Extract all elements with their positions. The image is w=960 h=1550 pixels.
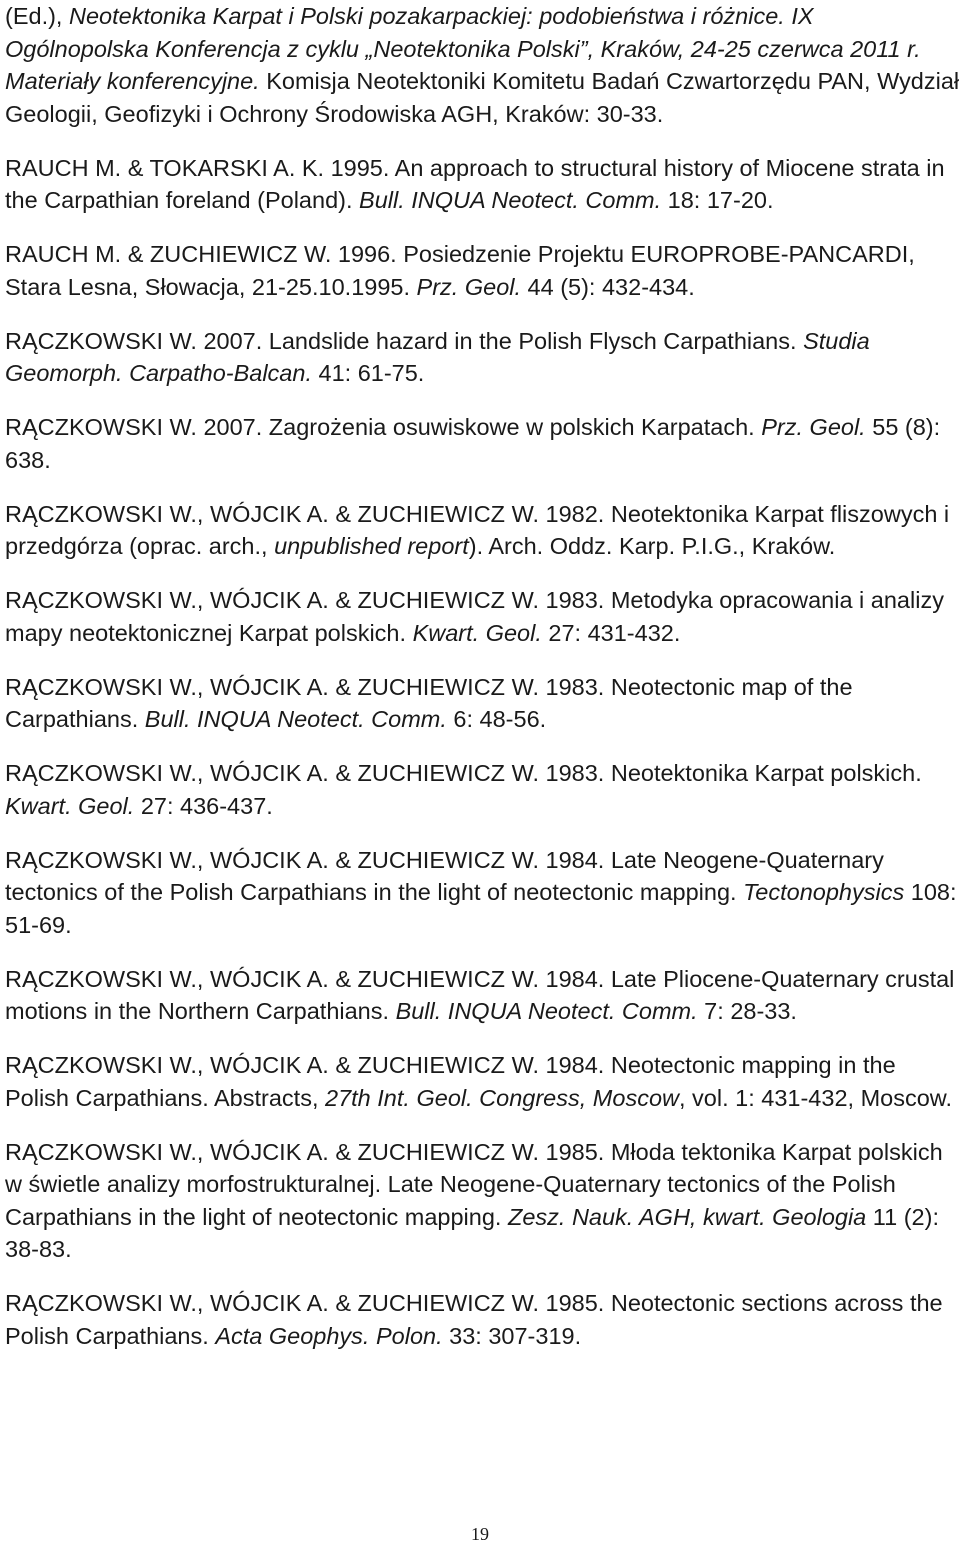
reference-source-italic: Zesz. Nauk. AGH, kwart. Geologia xyxy=(507,1203,867,1230)
reference-text: Komisja Neotektoniki Komitetu Badań Czwartorzędu PAN, Wydział Geologii, Geofizyki i Ochrony Środowiska AGH, Kraków: 30-33. xyxy=(5,68,960,127)
reference-text: RĄCZKOWSKI W., WÓJCIK A. & ZUCHIEWICZ W. 1985. Neotectonic sections across the Polish Carpathians. xyxy=(5,1290,943,1349)
reference-entry xyxy=(5,844,960,942)
reference-entry xyxy=(5,1136,960,1266)
reference-entry xyxy=(5,963,960,1028)
reference-list xyxy=(5,0,960,1374)
reference-text: RĄCZKOWSKI W., WÓJCIK A. & ZUCHIEWICZ W. 1983. Neotectonic map of the Carpathians. xyxy=(5,673,853,732)
reference-text: 41: 61-75. xyxy=(311,360,425,386)
page-number: 19 xyxy=(471,1524,489,1544)
reference-text: RĄCZKOWSKI W. 2007. Landslide hazard in the Polish Flysch Carpathians. xyxy=(5,327,804,354)
reference-source-italic: Kwart. Geol. xyxy=(412,619,542,646)
reference-text: 27: 431-432. xyxy=(541,619,681,646)
reference-entry xyxy=(5,238,960,303)
reference-text: 33: 307-319. xyxy=(442,1322,582,1349)
reference-text: 55 (8): 638. xyxy=(5,414,941,473)
reference-text: 44 (5): 432-434. xyxy=(521,273,695,300)
reference-text: 11 (2): 38-83. xyxy=(5,1203,939,1262)
reference-text: RAUCH M. & TOKARSKI A. K. 1995. An approach to structural history of Miocene strata in the Carpathian foreland (Poland). xyxy=(5,154,945,213)
reference-entry xyxy=(5,325,960,390)
reference-text: RĄCZKOWSKI W., WÓJCIK A. & ZUCHIEWICZ W. 1983. Metodyka opracowania i analizy mapy neotektonicznej Karpat polskich. xyxy=(5,587,944,646)
reference-text: RĄCZKOWSKI W., WÓJCIK A. & ZUCHIEWICZ W. 1985. Młoda tektonika Karpat polskich w świetle analizy morfostrukturalnej. Late Neogene-Quaternary tectonics of the Polish Carpathians in the light of neotectonic mapping. xyxy=(5,1138,943,1230)
reference-source-italic: Bull. INQUA Neotect. Comm. xyxy=(395,998,698,1024)
reference-text: 108: 51-69. xyxy=(5,879,957,938)
reference-entry xyxy=(5,411,960,476)
reference-entry xyxy=(5,757,960,822)
reference-source-italic: Studia Geomorph. Carpatho-Balcan. xyxy=(5,327,870,386)
reference-entry xyxy=(5,671,960,736)
reference-text: RĄCZKOWSKI W., WÓJCIK A. & ZUCHIEWICZ W. 1983. Neotektonika Karpat polskich. xyxy=(5,760,922,786)
reference-entry xyxy=(5,0,960,130)
reference-entry xyxy=(5,1287,960,1352)
reference-source-italic: Kwart. Geol. xyxy=(5,792,135,819)
reference-text: RĄCZKOWSKI W., WÓJCIK A. & ZUCHIEWICZ W. 1982. Neotektonika Karpat fliszowych i przedgórza (oprac. arch., xyxy=(5,500,950,559)
reference-source-italic: Neotektonika Karpat i Polski pozakarpackiej: podobieństwa i różnice. IX Ogólnopolska Konferencja z cyklu „Neotektonika Polski”, Kraków, 24-25 czerwca 2011 r. Materiały konferencyjne. xyxy=(5,3,921,94)
reference-text: RĄCZKOWSKI W., WÓJCIK A. & ZUCHIEWICZ W. 1984. Late Neogene-Quaternary tectonics of the Polish Carpathians in the light of neotectonic mapping. xyxy=(5,846,884,905)
reference-text: ). Arch. Oddz. Karp. P.I.G., Kraków. xyxy=(468,533,836,559)
reference-text: RĄCZKOWSKI W., WÓJCIK A. & ZUCHIEWICZ W. 1984. Late Pliocene-Quaternary crustal motions in the Northern Carpathians. xyxy=(5,965,955,1024)
reference-source-italic: Bull. INQUA Neotect. Comm. xyxy=(144,706,447,732)
reference-text: RĄCZKOWSKI W. 2007. Zagrożenia osuwiskowe w polskich Karpatach. xyxy=(5,414,762,440)
reference-source-italic: Tectonophysics xyxy=(743,879,905,905)
reference-text: RAUCH M. & ZUCHIEWICZ W. 1996. Posiedzenie Projektu EUROPROBE-PANCARDI, Stara Lesna, Słowacja, 21-25.10.1995. xyxy=(5,241,915,300)
reference-entry xyxy=(5,1049,960,1114)
reference-entry xyxy=(5,498,960,563)
reference-text: 6: 48-56. xyxy=(446,706,547,732)
reference-text: , vol. 1: 431-432, Moscow. xyxy=(678,1084,952,1111)
reference-source-italic: Prz. Geol. xyxy=(761,414,866,440)
reference-text: RĄCZKOWSKI W., WÓJCIK A. & ZUCHIEWICZ W. 1984. Neotectonic mapping in the Polish Carpathians. Abstracts, xyxy=(5,1052,896,1111)
reference-text: 27: 436-437. xyxy=(134,792,273,819)
reference-source-italic: Prz. Geol. xyxy=(416,273,522,300)
reference-text: 18: 17-20. xyxy=(661,187,774,213)
reference-source-italic: unpublished report xyxy=(274,533,469,559)
reference-text: (Ed.), xyxy=(5,3,69,29)
reference-entry xyxy=(5,584,960,649)
reference-text: 7: 28-33. xyxy=(697,998,797,1024)
reference-source-italic: Acta Geophys. Polon. xyxy=(215,1322,443,1349)
reference-entry xyxy=(5,152,960,217)
reference-source-italic: 27th Int. Geol. Congress, Moscow xyxy=(325,1084,679,1111)
reference-source-italic: Bull. INQUA Neotect. Comm. xyxy=(359,187,662,213)
